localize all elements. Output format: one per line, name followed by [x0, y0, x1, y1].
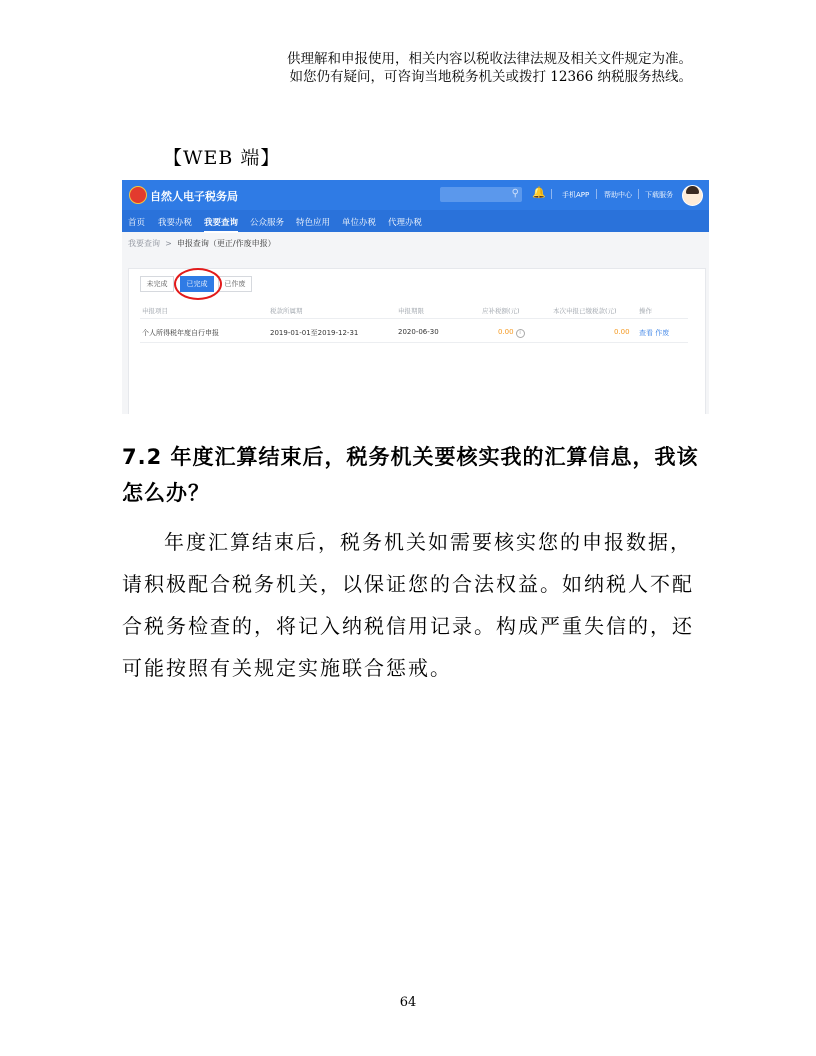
- tab-incomplete[interactable]: 未完成: [140, 276, 174, 292]
- tax-emblem-icon: [129, 186, 147, 204]
- disclaimer-note: [92, 50, 692, 86]
- cell-tax-due: [498, 328, 525, 338]
- highlight-circle: [174, 268, 222, 300]
- app-header: [122, 180, 709, 210]
- cell-paid: 0.00: [614, 328, 630, 336]
- body-paragraph: 年度汇算结束后，税务机关如需要核实您的申报数据，请积极配合税务机关，以保证您的合法权益。如纳税人不配合税务检查的，将记入纳税信用记录。构成严重失信的，还可能按照有关规定实施联合惩戒。: [122, 530, 694, 680]
- row-actions-link[interactable]: 查看 作废: [639, 329, 670, 337]
- cell-period: 2019-01-01至2019-12-31: [270, 329, 359, 337]
- breadcrumb: [128, 238, 276, 249]
- divider: [551, 189, 552, 199]
- chevron-right-icon: >: [165, 239, 172, 248]
- header-link-download[interactable]: 下载服务: [645, 191, 673, 199]
- col-period: 税款所属期: [270, 307, 303, 315]
- cell-deadline: 2020-06-30: [398, 328, 439, 336]
- nav-query[interactable]: 我要查询: [204, 218, 239, 228]
- embedded-screenshot: [122, 180, 709, 414]
- search-input[interactable]: [440, 187, 522, 202]
- col-tax-due: 应补税额(元): [482, 307, 520, 315]
- tax-due-amount: 0.00: [498, 328, 514, 336]
- nav-unit-tax[interactable]: 单位办税: [342, 218, 377, 228]
- disclaimer-line-2: 如您仍有疑问，可咨询当地税务机关或拨打 12366 纳税服务热线。: [289, 69, 692, 85]
- disclaimer-line-1: 供理解和申报使用，相关内容以税收法律法规及相关文件规定为准。: [287, 51, 692, 67]
- main-nav: [122, 210, 709, 232]
- tab-voided[interactable]: 已作废: [218, 276, 252, 292]
- table-header: [140, 300, 688, 319]
- col-paid: 本次申报已缴税款(元): [553, 307, 617, 315]
- app-title: 自然人电子税务局: [150, 190, 238, 203]
- search-icon[interactable]: ⚲: [511, 188, 519, 199]
- header-link-app[interactable]: 手机APP: [562, 191, 590, 199]
- nav-featured[interactable]: 特色应用: [296, 218, 331, 228]
- nav-agent-tax[interactable]: 代理办税: [388, 218, 423, 228]
- divider: [596, 189, 597, 199]
- web-heading: 【WEB 端】: [163, 147, 281, 169]
- breadcrumb-current: 申报查询（更正/作废申报）: [176, 239, 276, 248]
- page-number: 64: [399, 995, 417, 1010]
- table-row: [140, 322, 688, 343]
- col-deadline: 申报期限: [398, 307, 424, 315]
- avatar[interactable]: [682, 185, 703, 206]
- info-icon[interactable]: i: [516, 329, 525, 338]
- tab-completed[interactable]: 已完成: [180, 276, 214, 292]
- nav-home[interactable]: 首页: [128, 218, 146, 228]
- nav-public-service[interactable]: 公众服务: [250, 218, 285, 228]
- nav-tax-handling[interactable]: 我要办税: [158, 218, 193, 228]
- header-link-help[interactable]: 帮助中心: [604, 191, 632, 199]
- section-heading: 7.2 年度汇算结束后，税务机关要核实我的汇算信息，我该怎么办？: [122, 445, 699, 505]
- divider: [638, 189, 639, 199]
- breadcrumb-query[interactable]: 我要查询: [128, 239, 160, 248]
- bell-icon[interactable]: 🔔: [532, 186, 546, 199]
- col-item: 申报项目: [142, 307, 168, 315]
- cell-item: 个人所得税年度自行申报: [142, 329, 219, 337]
- col-actions: 操作: [639, 307, 652, 315]
